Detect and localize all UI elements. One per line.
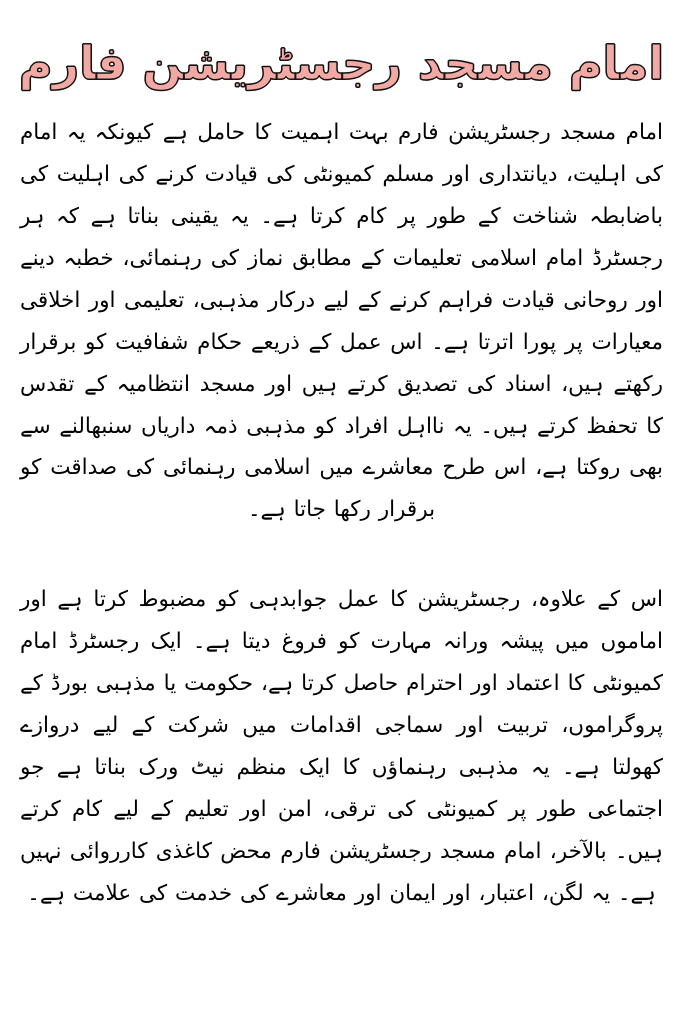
paragraph-text: اس کے علاوہ، رجسٹریشن کا عمل جوابدہی کو مضبوط کرتا ہے اور اماموں میں پیشہ ورانہ مہارت کو فروغ دیتا ہے۔ ایک رجسٹرڈ امام کمیونٹی کا اعتماد اور احترام حاصل کرتا ہے، حکومت یا مذہبی بورڈ کے پروگراموں، تربیت اور سماجی اقدامات میں شرکت کے لیے دروازے کھولتا ہے۔ یہ مذہبی رہنماؤں کا ایک منظم نیٹ ورک بناتا ہے جو اجتماعی طور پر کمیونٹی کی ترقی، امن اور تعلیم کے لیے کام کرتے ہیں۔ بالآخر، امام مسجد رجسٹریشن فارم محض کاغذی کارروائی نہیں ہے۔ یہ لگن، اعتبار، اور ایمان اور معاشرے کی خدمت کی علامت ہے۔ bbox=[20, 587, 663, 906]
paragraph-block-1 bbox=[16, 112, 667, 531]
page-title: امام مسجد رجسٹریشن فارم bbox=[18, 36, 665, 90]
page-bottom-spacer bbox=[16, 929, 667, 1002]
paragraph-block-2 bbox=[16, 579, 667, 914]
paragraph-text: امام مسجد رجسٹریشن فارم بہت اہمیت کا حامل ہے کیونکہ یہ امام کی اہلیت، دیانتداری اور مسلم کمیونٹی کی قیادت کرنے کی اہلیت کی باضابطہ شناخت کے طور پر کام کرتا ہے۔ یہ یقینی بناتا ہے کہ ہر رجسٹرڈ امام اسلامی تعلیمات کے مطابق نماز کی رہنمائی، خطبہ دینے اور روحانی قیادت فراہم کرنے کے لیے درکار مذہبی، تعلیمی اور اخلاقی معیارات پر پورا اترتا ہے۔ اس عمل کے ذریعے حکام شفافیت کو برقرار رکھتے ہیں، اسناد کی تصدیق کرتے ہیں اور مسجد انتظامیہ کے تقدس کا تحفظ کرتے ہیں۔ یہ نااہل افراد کو مذہبی ذمہ داریاں سنبھالنے سے بھی روکتا ہے، اس طرح معاشرے میں اسلامی رہنمائی کی صداقت کو برقرار رکھا جاتا ہے۔ bbox=[20, 120, 663, 523]
